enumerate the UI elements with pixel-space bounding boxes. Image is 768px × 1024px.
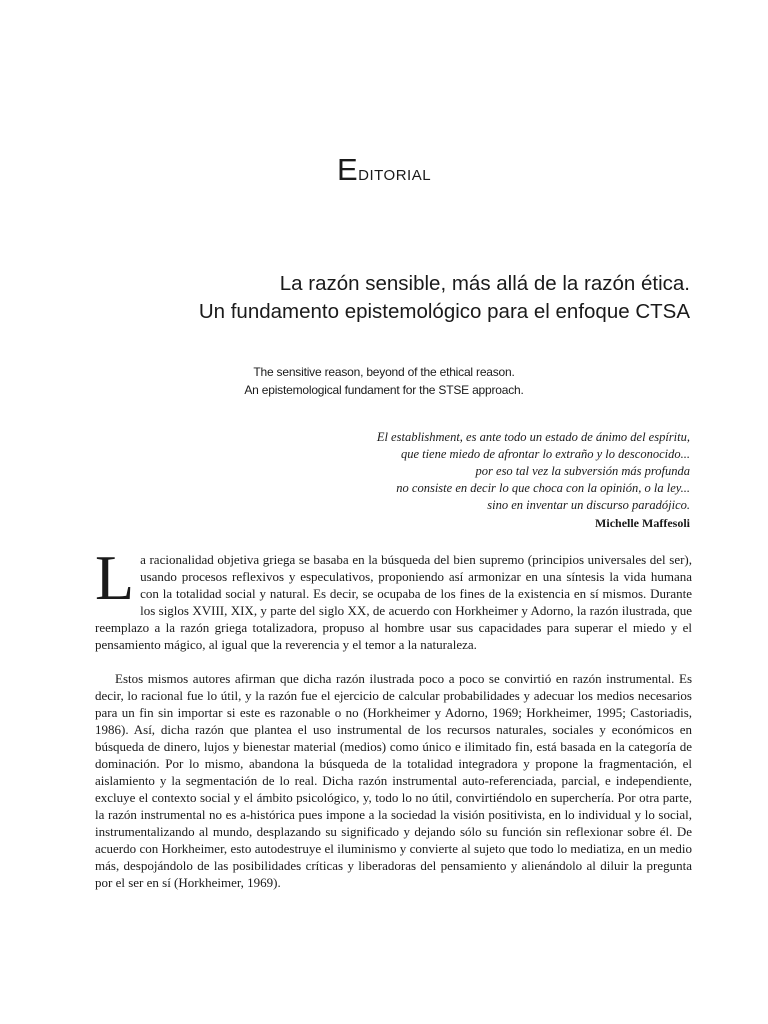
epigraph [230, 429, 690, 532]
english-title-line-2: An epistemological fundament for the STSE approach. [244, 383, 524, 397]
section-heading-initial: E [336, 152, 359, 187]
paragraph-2-text: Estos mismos autores afirman que dicha razón ilustrada poco a poco se convirtió en razón instrumental. Es decir, lo racional fue lo útil, y la razón fue el ejercicio de calcular probabilidades y adecuar los medios necesarios para un fin sin importar si este es razonable o no (Horkheimer y Adorno, 1969; Horkheimer, 1995; Castoriadis, 1986). Así, dicha razón que plantea el uso instrumental de los recursos naturales, sociales y económicos en búsqueda de dinero, lujos y bienestar material (medios) como único e ilimitado fin, está basada en la categoría de dominación. Por lo mismo, abandona la búsqueda de la totalidad integradora y propone la fragmentación, el aislamiento y la segmentación de lo real. Dicha razón instrumental auto-referenciada, parcial, e independiente, excluye el contexto social y el ámbito psicológico, y, todo lo no útil, convirtiéndolo en superchería. Por otra parte, la razón instrumental no es a-histórica pues impone a la sociedad la visión positivista, en lo individual y lo social, instrumentalizando al mundo, desplazando su significado y dejando sólo su función sin reflexionar sobre él. De acuerdo con Horkheimer, esto autodestruye el iluminismo y convierte al sujeto que todo lo mediatiza, en un medio más, despojándolo de las posibilidades críticas y liberadoras del pensamiento y alienándolo al diluir la pregunta por el ser en sí (Horkheimer, 1969). [95, 671, 692, 890]
drop-cap: L [95, 542, 135, 613]
section-heading-rest: ditorial [358, 160, 432, 185]
body-paragraph-1 [95, 542, 692, 653]
epigraph-line: no consiste en decir lo que choca con la opinión, o la ley... [396, 481, 690, 495]
epigraph-line: sino en inventar un discurso paradójico. [487, 498, 690, 512]
epigraph-line: que tiene miedo de afrontar lo extraño y lo desconocido... [400, 447, 690, 461]
paragraph-1-text: a racionalidad objetiva griega se basaba en la búsqueda del bien supremo (principios universales del ser), usando procesos reflexivos y especulativos, proponiendo así armonizar en una síntesis la vida humana con la totalidad social y natural. Es decir, se ocupaba de los fines de la existencia en sí mismos. Durante los siglos XVIII, XIX, y parte del siglo XX, de acuerdo con Horkheimer y Adorno, la razón ilustrada, que reemplazo a la razón griega totalizadora, propuso al hombre usar sus capacidades para superar el miedo y el pensamiento mágico, al igual que la reverencia y el temor a la naturaleza. [95, 552, 692, 652]
title-line-2: Un fundamento epistemológico para el enfoque CTSA [198, 300, 690, 323]
english-title-line-1: The sensitive reason, beyond of the ethical reason. [253, 365, 515, 379]
epigraph-line: por eso tal vez la subversión más profunda [475, 464, 690, 478]
epigraph-author: Michelle Maffesoli [595, 516, 690, 530]
section-heading [0, 152, 768, 188]
article-body [95, 542, 692, 891]
epigraph-line: El establishment, es ante todo un estado de ánimo del espíritu, [376, 430, 690, 444]
article-title-spanish [70, 270, 690, 326]
title-line-1: La razón sensible, más allá de la razón ética. [279, 272, 690, 295]
body-paragraph-2 [95, 670, 692, 891]
article-title-english [0, 363, 768, 399]
